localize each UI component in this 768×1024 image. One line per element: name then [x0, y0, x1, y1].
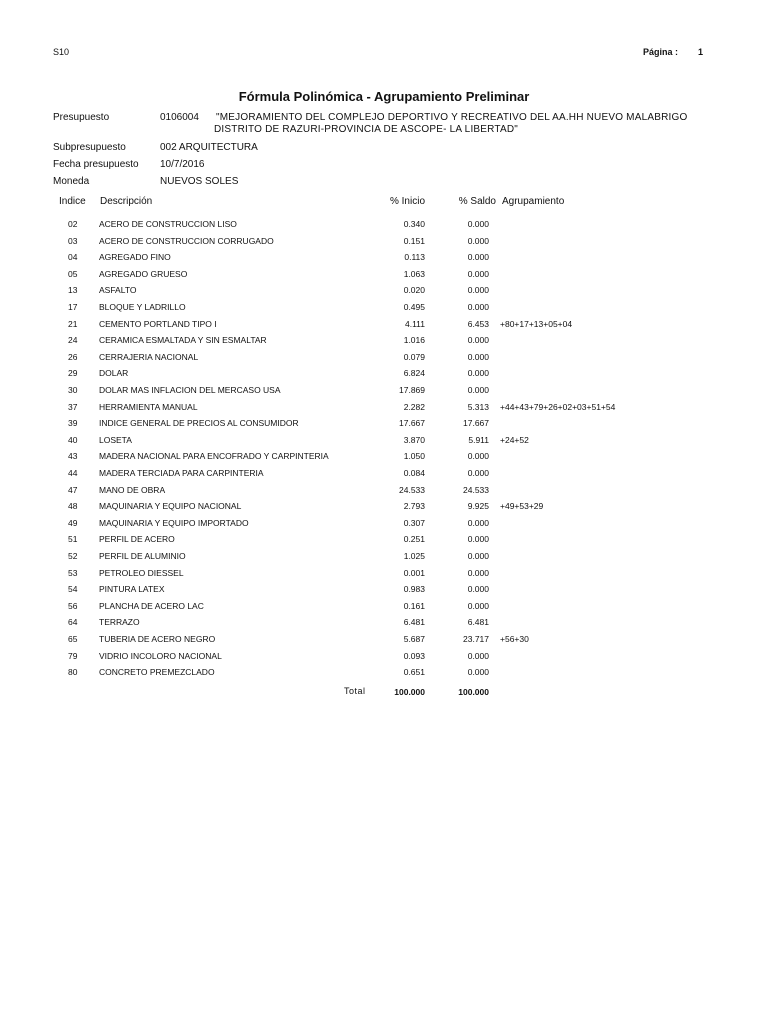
row-saldo: 23.717 — [463, 634, 489, 644]
row-descripcion: MANO DE OBRA — [99, 484, 166, 495]
row-saldo: 0.000 — [467, 335, 489, 346]
row-indice: 53 — [68, 567, 78, 578]
row-saldo: 0.000 — [467, 252, 489, 263]
row-inicio: 0.001 — [403, 567, 425, 578]
row-saldo: 0.000 — [467, 567, 489, 578]
column-header-inicio: % Inicio — [389, 196, 425, 207]
row-indice: 40 — [68, 434, 78, 445]
row-descripcion: PINTURA LATEX — [99, 584, 165, 595]
row-saldo: 0.000 — [467, 534, 489, 545]
row-indice: 54 — [68, 584, 78, 595]
table-row — [0, 285, 768, 301]
row-saldo: 0.000 — [467, 385, 489, 395]
row-saldo: 0.000 — [467, 302, 489, 312]
row-inicio: 1.063 — [403, 268, 425, 279]
row-indice: 05 — [68, 268, 78, 279]
table-row — [0, 651, 768, 667]
fecha-value: 10/7/2016 — [160, 159, 205, 170]
table-row — [0, 568, 768, 584]
row-descripcion: ACERO DE CONSTRUCCION CORRUGADO — [99, 235, 274, 246]
row-descripcion: PERFIL DE ACERO — [99, 534, 175, 545]
row-descripcion: PERFIL DE ALUMINIO — [99, 551, 186, 561]
row-descripcion: TERRAZO — [99, 617, 140, 628]
row-inicio: 2.793 — [403, 501, 425, 512]
page-number: 1 — [698, 47, 704, 57]
subpresupuesto-label: Subpresupuesto — [53, 142, 126, 153]
row-indice: 21 — [68, 318, 78, 329]
row-inicio: 3.870 — [403, 434, 425, 445]
row-descripcion: LOSETA — [99, 434, 132, 445]
row-descripcion: ASFALTO — [99, 285, 137, 296]
table-row — [0, 352, 768, 368]
fecha-label: Fecha presupuesto — [53, 159, 139, 170]
table-row — [0, 634, 768, 650]
row-agrupamiento: +44+43+79+26+02+03+51+54 — [500, 401, 616, 412]
row-agrupamiento: +24+52 — [500, 434, 529, 445]
table-row — [0, 551, 768, 567]
table-row — [0, 402, 768, 418]
row-inicio: 0.651 — [403, 667, 425, 678]
row-indice: 56 — [68, 600, 78, 611]
row-saldo: 24.533 — [463, 484, 489, 495]
row-indice: 51 — [68, 534, 78, 545]
row-inicio: 2.282 — [403, 401, 425, 412]
table-row — [0, 219, 768, 235]
row-saldo: 9.925 — [467, 501, 489, 512]
row-descripcion: MADERA NACIONAL PARA ENCOFRADO Y CARPINTERIA — [99, 451, 329, 462]
table-row — [0, 617, 768, 633]
row-inicio: 0.983 — [403, 584, 425, 595]
row-descripcion: ACERO DE CONSTRUCCION LISO — [99, 219, 237, 229]
total-label: Total — [344, 686, 366, 696]
row-inicio: 24.533 — [399, 484, 425, 495]
row-indice: 79 — [68, 650, 78, 661]
row-inicio: 0.161 — [403, 600, 425, 611]
row-saldo: 0.000 — [467, 368, 489, 379]
column-header-indice: Indice — [59, 196, 86, 207]
total-inicio: 100.000 — [394, 687, 425, 697]
row-descripcion: MAQUINARIA Y EQUIPO NACIONAL — [99, 501, 242, 512]
row-saldo: 0.000 — [467, 650, 489, 661]
row-saldo: 6.481 — [467, 617, 489, 628]
table-row — [0, 435, 768, 451]
table-row — [0, 418, 768, 434]
row-inicio: 0.251 — [403, 534, 425, 545]
row-inicio: 0.151 — [403, 235, 425, 246]
table-row — [0, 368, 768, 384]
row-descripcion: CONCRETO PREMEZCLADO — [99, 667, 215, 678]
row-inicio: 0.340 — [403, 219, 425, 229]
row-saldo: 5.911 — [468, 434, 489, 445]
row-descripcion: DOLAR MAS INFLACION DEL MERCASO USA — [99, 385, 281, 395]
row-descripcion: TUBERIA DE ACERO NEGRO — [99, 634, 216, 644]
row-indice: 30 — [68, 385, 78, 395]
table-row — [0, 335, 768, 351]
row-descripcion: INDICE GENERAL DE PRECIOS AL CONSUMIDOR — [99, 418, 299, 429]
table-row — [0, 584, 768, 600]
row-saldo: 0.000 — [467, 285, 489, 296]
row-inicio: 4.111 — [404, 318, 425, 329]
row-indice: 65 — [68, 634, 78, 644]
table-row — [0, 236, 768, 252]
row-indice: 37 — [68, 401, 78, 412]
row-saldo: 6.453 — [467, 318, 489, 329]
row-saldo: 0.000 — [467, 268, 489, 279]
row-saldo: 0.000 — [467, 235, 489, 246]
table-row — [0, 302, 768, 318]
row-inicio: 5.687 — [403, 634, 425, 644]
row-inicio: 17.869 — [399, 385, 425, 395]
report-code: S10 — [53, 47, 70, 57]
row-saldo: 0.000 — [467, 451, 489, 462]
row-indice: 47 — [68, 484, 78, 495]
row-inicio: 0.307 — [403, 517, 425, 528]
row-indice: 24 — [68, 335, 78, 346]
row-indice: 43 — [68, 451, 78, 462]
row-indice: 64 — [68, 617, 78, 628]
row-inicio: 0.079 — [403, 351, 425, 362]
row-descripcion: PETROLEO DIESSEL — [99, 567, 184, 578]
row-saldo: 17.667 — [463, 418, 489, 429]
presupuesto-label: Presupuesto — [53, 112, 110, 123]
presupuesto-code: 0106004 — [160, 112, 199, 123]
row-saldo: 0.000 — [467, 219, 489, 229]
row-inicio: 0.020 — [403, 285, 425, 296]
column-header-saldo: % Saldo — [458, 196, 496, 207]
row-inicio: 17.667 — [399, 418, 425, 429]
subpresupuesto-value: 002 ARQUITECTURA — [160, 142, 258, 153]
table-row — [0, 385, 768, 401]
table-row — [0, 485, 768, 501]
row-indice: 29 — [68, 368, 78, 379]
row-descripcion: MADERA TERCIADA PARA CARPINTERIA — [99, 468, 264, 478]
row-saldo: 0.000 — [467, 667, 489, 678]
row-descripcion: HERRAMIENTA MANUAL — [99, 401, 198, 412]
page-label: Página : — [643, 47, 679, 57]
row-descripcion: CERAMICA ESMALTADA Y SIN ESMALTAR — [99, 335, 267, 346]
table-row — [0, 518, 768, 534]
row-indice: 26 — [68, 351, 78, 362]
table-row — [0, 252, 768, 268]
presupuesto-description-line1: "MEJORAMIENTO DEL COMPLEJO DEPORTIVO Y RECREATIVO DEL AA.HH NUEVO MALABRIGO — [216, 112, 688, 123]
row-descripcion: MAQUINARIA Y EQUIPO IMPORTADO — [99, 517, 249, 528]
row-saldo: 0.000 — [467, 584, 489, 595]
presupuesto-description-line2: DISTRITO DE RAZURI-PROVINCIA DE ASCOPE- LA LIBERTAD" — [214, 124, 519, 135]
report-title: Fórmula Polinómica - Agrupamiento Preliminar — [238, 89, 530, 104]
moneda-label: Moneda — [53, 176, 90, 187]
row-indice: 17 — [68, 302, 78, 312]
total-saldo: 100.000 — [458, 687, 489, 697]
row-inicio: 0.113 — [404, 252, 425, 263]
row-descripcion: CEMENTO PORTLAND TIPO I — [99, 318, 217, 329]
row-descripcion: AGREGADO GRUESO — [99, 268, 188, 279]
column-header-descripcion: Descripción — [100, 196, 153, 207]
row-indice: 52 — [68, 551, 78, 561]
row-saldo: 0.000 — [467, 600, 489, 611]
row-descripcion: CERRAJERIA NACIONAL — [99, 351, 199, 362]
row-descripcion: AGREGADO FINO — [99, 252, 171, 263]
table-row — [0, 601, 768, 617]
row-indice: 03 — [68, 235, 78, 246]
row-saldo: 0.000 — [467, 551, 489, 561]
row-indice: 02 — [68, 219, 78, 229]
row-agrupamiento: +80+17+13+05+04 — [500, 318, 573, 329]
table-row — [0, 468, 768, 484]
row-inicio: 0.093 — [403, 650, 425, 661]
row-indice: 39 — [68, 418, 78, 429]
row-indice: 44 — [68, 468, 78, 478]
row-saldo: 5.313 — [467, 401, 489, 412]
table-row — [0, 451, 768, 467]
row-indice: 04 — [68, 252, 78, 263]
row-descripcion: PLANCHA DE ACERO LAC — [99, 600, 204, 611]
table-row — [0, 501, 768, 517]
row-inicio: 0.495 — [403, 302, 425, 312]
table-row — [0, 269, 768, 285]
row-descripcion: DOLAR — [99, 368, 129, 379]
row-inicio: 0.084 — [403, 468, 425, 478]
row-saldo: 0.000 — [467, 351, 489, 362]
row-inicio: 1.025 — [403, 551, 425, 561]
row-agrupamiento: +49+53+29 — [500, 501, 544, 512]
column-header-agrupamiento: Agrupamiento — [502, 196, 565, 207]
row-inicio: 1.016 — [403, 335, 425, 346]
row-indice: 48 — [68, 501, 78, 512]
row-indice: 13 — [68, 285, 78, 296]
table-row — [0, 534, 768, 550]
row-agrupamiento: +56+30 — [500, 634, 529, 644]
row-descripcion: VIDRIO INCOLORO NACIONAL — [99, 650, 222, 661]
moneda-value: NUEVOS SOLES — [160, 176, 239, 187]
row-saldo: 0.000 — [467, 517, 489, 528]
table-row — [0, 319, 768, 335]
row-indice: 80 — [68, 667, 78, 678]
row-inicio: 6.824 — [403, 368, 425, 379]
row-saldo: 0.000 — [467, 468, 489, 478]
row-descripcion: BLOQUE Y LADRILLO — [99, 302, 186, 312]
row-indice: 49 — [68, 517, 78, 528]
row-inicio: 6.481 — [403, 617, 425, 628]
table-row — [0, 667, 768, 683]
row-inicio: 1.050 — [403, 451, 425, 462]
